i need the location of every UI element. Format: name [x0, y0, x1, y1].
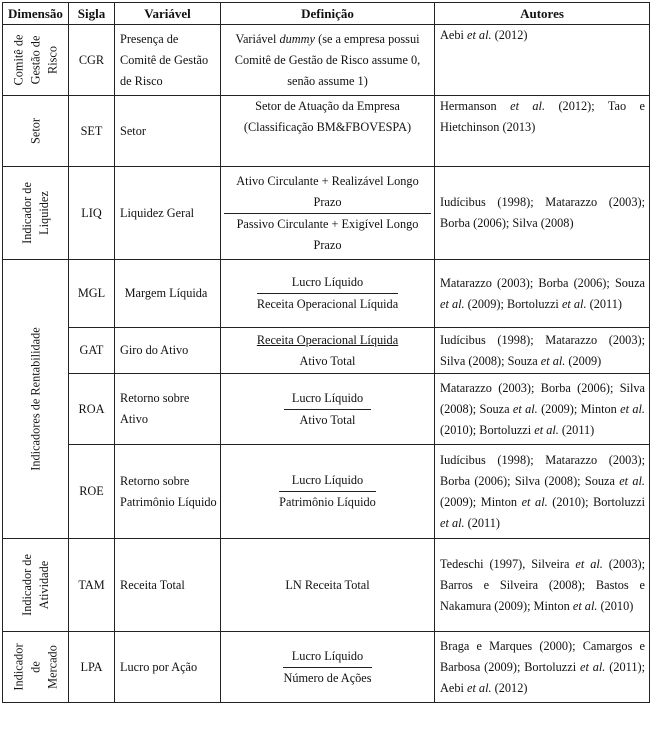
formula-numerator: Ativo Circulante + Realizável Longo Prazo — [224, 171, 431, 214]
dimension-label: Indicador de Atividade — [19, 554, 51, 616]
dimension-label: Indicador de Mercado — [11, 643, 59, 691]
definition-cell — [221, 632, 435, 703]
authors-cell: Matarazzo (2003); Borba (2006); Souza et al. (2009); Bortoluzzi et al. (2011) — [435, 260, 650, 328]
table-header-row — [3, 3, 650, 25]
definition-cell — [221, 328, 435, 374]
formula-denominator: Número de Ações — [283, 670, 372, 685]
formula-numerator: Lucro Líquido — [257, 272, 398, 294]
table-row-roa — [3, 374, 650, 445]
acronym-cell: TAM — [69, 539, 115, 632]
acronym-cell: LIQ — [69, 167, 115, 260]
formula-fraction — [279, 470, 376, 513]
acronym-cell: MGL — [69, 260, 115, 328]
variables-table — [2, 2, 650, 703]
dimension-label: Comitê de Gestão de Risco — [11, 34, 59, 86]
acronym-cell: SET — [69, 96, 115, 167]
dimension-cell — [3, 96, 69, 167]
variables-table-page — [2, 2, 649, 730]
variable-cell: Giro do Ativo — [115, 328, 221, 374]
table-row-set — [3, 96, 650, 167]
formula-fraction — [257, 272, 398, 315]
definition-cell: LN Receita Total — [221, 539, 435, 632]
authors-cell: Tedeschi (1997), Silveira et al. (2003); Barros e Silveira (2008); Bastos e Nakamura (2009); Minton et al. (2010) — [435, 539, 650, 632]
formula-denominator: Patrimônio Líquido — [279, 495, 376, 509]
dimension-cell — [3, 260, 69, 539]
authors-cell: Braga e Marques (2000); Camargos e Barbosa (2009); Bortoluzzi et al. (2011); Aebi et al. (2012) — [435, 632, 650, 703]
acronym-cell: ROA — [69, 374, 115, 445]
dimension-cell — [3, 167, 69, 260]
header-authors: Autores — [435, 3, 650, 25]
dimension-label: Indicador de Liquidez — [19, 182, 51, 244]
variable-cell: Retorno sobre Patrimônio Líquido — [115, 445, 221, 539]
variable-cell: Presença de Comitê de Gestão de Risco — [115, 25, 221, 96]
formula-denominator: Passivo Circulante + Exigível Longo Prazo — [236, 216, 419, 252]
table-row-gat — [3, 328, 650, 374]
dimension-label: Indicadores de Rentabilidade — [28, 327, 42, 471]
table-row-lpa — [3, 632, 650, 703]
formula-denominator: Ativo Total — [299, 353, 356, 368]
acronym-cell: GAT — [69, 328, 115, 374]
dimension-cell — [3, 25, 69, 96]
formula-numerator: Receita Operacional Líquida — [256, 332, 399, 347]
header-variable: Variável — [115, 3, 221, 25]
variable-cell: Retorno sobre Ativo — [115, 374, 221, 445]
authors-cell: Aebi et al. (2012) — [435, 25, 650, 96]
table-row-tam — [3, 539, 650, 632]
formula-fraction — [249, 330, 406, 372]
dimension-cell — [3, 632, 69, 703]
variable-cell: Lucro por Ação — [115, 632, 221, 703]
authors-cell: Iudícibus (1998); Matarazzo (2003); Silva (2008); Souza et al. (2009) — [435, 328, 650, 374]
formula-denominator: Ativo Total — [299, 412, 356, 427]
definition-cell — [221, 167, 435, 260]
acronym-cell: LPA — [69, 632, 115, 703]
formula-fraction — [283, 646, 371, 689]
acronym-cell: CGR — [69, 25, 115, 96]
table-row-mgl — [3, 260, 650, 328]
formula-numerator: Lucro Líquido — [279, 470, 376, 492]
header-acronym: Sigla — [69, 3, 115, 25]
dimension-label: Setor — [28, 118, 42, 144]
variable-cell: Margem Líquida — [115, 260, 221, 328]
formula-numerator: Lucro Líquido — [284, 388, 371, 410]
authors-cell: Matarazzo (2003); Borba (2006); Silva (2008); Souza et al. (2009); Minton et al. (2010); Bortoluzzi et al. (2011) — [435, 374, 650, 445]
header-dimension: Dimensão — [3, 3, 69, 25]
definition-cell — [221, 260, 435, 328]
variable-cell: Receita Total — [115, 539, 221, 632]
table-row-liq — [3, 167, 650, 260]
formula-denominator: Receita Operacional Líquida — [256, 297, 399, 311]
authors-cell: Hermanson et al. (2012); Tao e Hietchinson (2013) — [435, 96, 650, 167]
variable-cell: Setor — [115, 96, 221, 167]
authors-cell: Iudícibus (1998); Matarazzo (2003); Borba (2006); Silva (2008) — [435, 167, 650, 260]
definition-emphasis: dummy — [279, 31, 316, 46]
formula-fraction — [284, 388, 371, 431]
definition-cell — [221, 374, 435, 445]
acronym-cell: ROE — [69, 445, 115, 539]
definition-cell: Variável dummy (se a empresa possui Comitê de Gestão de Risco assume 0, senão assume 1) — [221, 25, 435, 96]
header-definition: Definição — [221, 3, 435, 25]
formula-numerator: Lucro Líquido — [283, 646, 371, 668]
definition-cell: Setor de Atuação da Empresa (Classificação BM&FBOVESPA) — [221, 96, 435, 167]
formula-fraction — [224, 171, 431, 256]
definition-cell — [221, 445, 435, 539]
variable-cell: Liquidez Geral — [115, 167, 221, 260]
authors-cell: Iudícibus (1998); Matarazzo (2003); Borba (2006); Silva (2008); Souza et al. (2009); Minton et al. (2010); Bortoluzzi et al. (2011) — [435, 445, 650, 539]
table-row-cgr — [3, 25, 650, 96]
dimension-cell — [3, 539, 69, 632]
table-row-roe — [3, 445, 650, 539]
